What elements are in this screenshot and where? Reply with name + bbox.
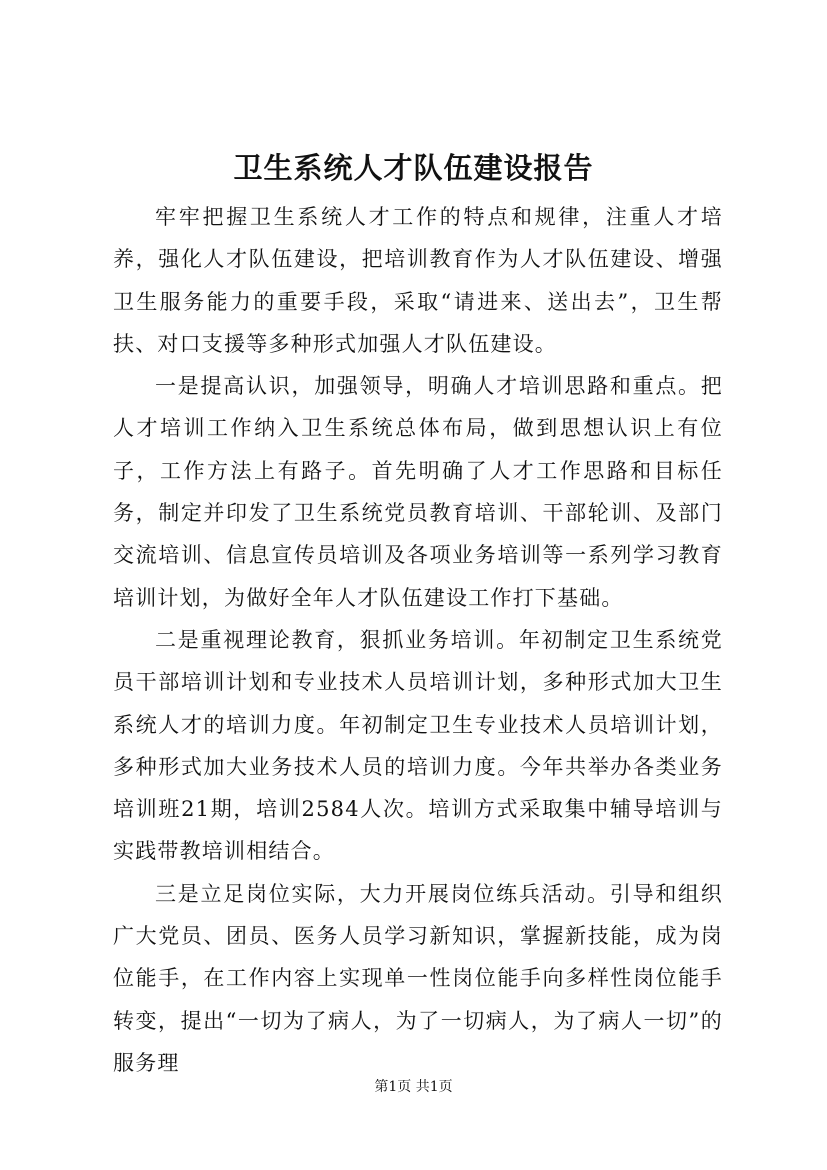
document-body <box>113 196 723 1084</box>
paragraph-point-three: 三是立足岗位实际，大力开展岗位练兵活动。引导和组织广大党员、团员、医务人员学习新知识，掌握新技能，成为岗位能手，在工作内容上实现单一性岗位能手向多样性岗位能手转变，提出“一切为了病人，为了一切病人，为了病人一切”的服务理 <box>113 881 723 1075</box>
paragraph-point-one: 一是提高认识，加强领导，明确人才培训思路和重点。把人才培训工作纳入卫生系统总体布局，做到思想认识上有位子，工作方法上有路子。首先明确了人才工作思路和目标任务，制定并印发了卫生系统党员教育培训、干部轮训、及部门交流培训、信息宣传员培训及各项业务培训等一系列学习教育培训计划，为做好全年人才队伍建设工作打下基础。 <box>113 374 723 610</box>
page-number-label: 第1页 共1页 <box>374 1079 453 1095</box>
page-footer <box>0 1077 827 1097</box>
paragraph-point-two: 二是重视理论教育，狠抓业务培训。年初制定卫生系统党员干部培训计划和专业技术人员培训计划，多种形式加大卫生系统人才的培训力度。年初制定卫生专业技术人员培训计划，多种形式加大业务技术人员的培训力度。今年共举办各类业务培训班21期，培训2584人次。培训方式采取集中辅导培训与实践带教培训相结合。 <box>113 627 723 864</box>
document-title: 卫生系统人才队伍建设报告 <box>233 151 594 185</box>
paragraph-intro: 牢牢把握卫生系统人才工作的特点和规律，注重人才培养，强化人才队伍建设，把培训教育作为人才队伍建设、增强卫生服务能力的重要手段，采取“请进来、送出去”，卫生帮扶、对口支援等多种形式加强人才队伍建设。 <box>113 205 723 356</box>
